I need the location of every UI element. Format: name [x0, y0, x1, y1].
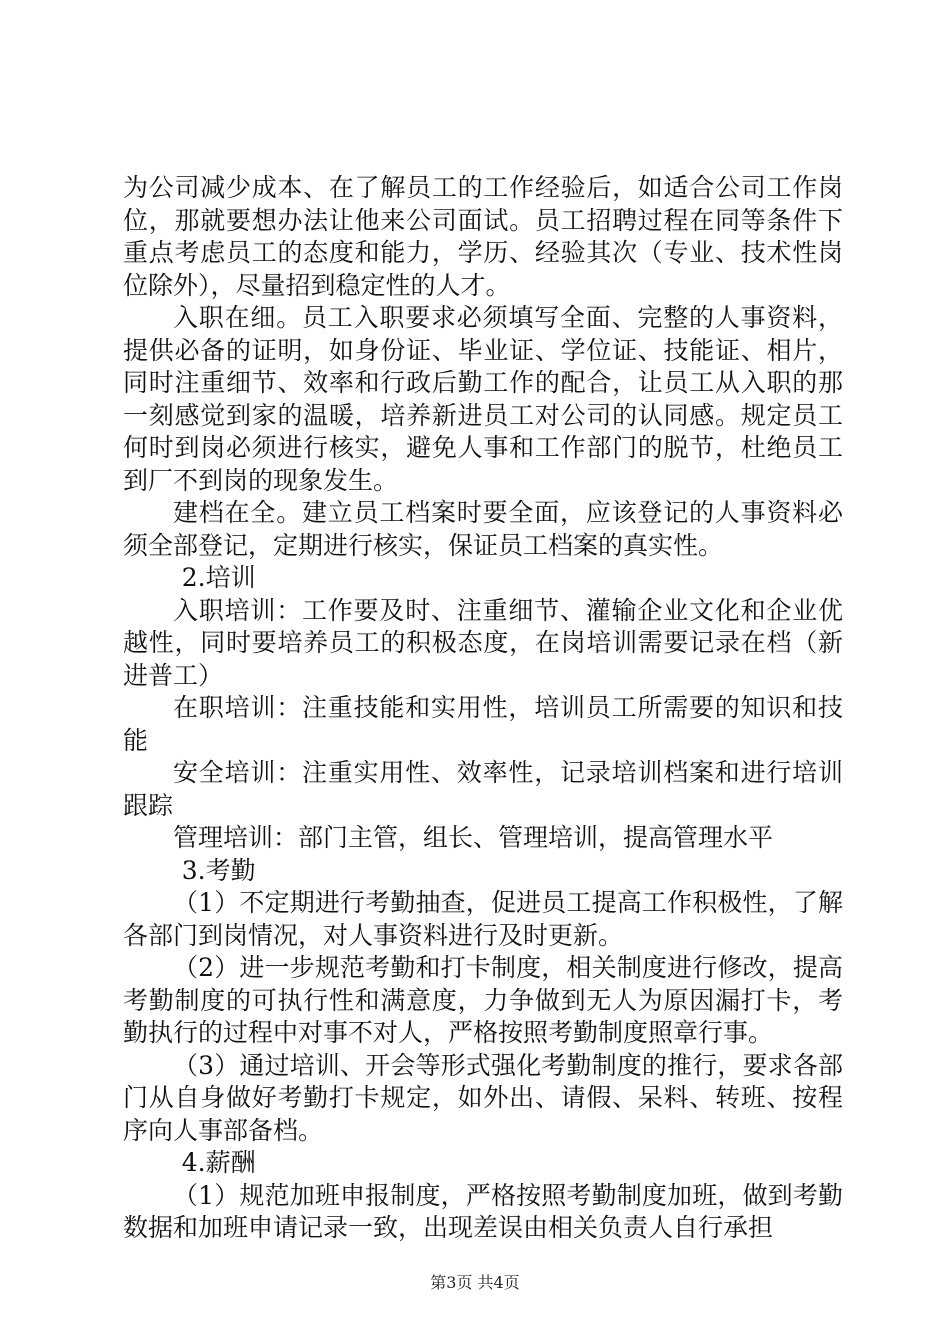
- paragraph-safety-training: 安全培训：注重实用性、效率性，记录培训档案和进行培训跟踪: [123, 758, 843, 820]
- paragraph-management-training: 管理培训：部门主管，组长、管理培训，提高管理水平: [173, 823, 774, 852]
- paragraph-on-job-training: 在职培训：注重技能和实用性，培训员工所需要的知识和技能: [123, 693, 843, 755]
- paragraph-archiving: 建档在全。建立员工档案时要全面，应该登记的人事资料必须全部登记，定期进行核实，保证员工档案的真实性。: [123, 498, 843, 560]
- paragraph-recruitment-continued: 为公司减少成本、在了解员工的工作经验后，如适合公司工作岗位，那就要想办法让他来公司面试。员工招聘过程在同等条件下重点考虑员工的态度和能力，学历、经验其次（专业、技术性岗位除外），尽量招到稳定性的人才。: [123, 173, 843, 300]
- heading-attendance: 3.考勤: [181, 855, 256, 885]
- page-number-footer: 第3页 共4页: [430, 1273, 520, 1292]
- document-body: [123, 172, 843, 1245]
- paragraph-onboarding: 入职在细。员工入职要求必须填写全面、完整的人事资料，提供必备的证明，如身份证、毕业证、学位证、技能证、相片，同时注重细节、效率和行政后勤工作的配合，让员工从入职的那一刻感觉到家的温暖，培养新进员工对公司的认同感。规定员工何时到岗必须进行核实，避免人事和工作部门的脱节，杜绝员工到厂不到岗的现象发生。: [123, 303, 843, 495]
- paragraph-attendance-2: （2）进一步规范考勤和打卡制度，相关制度进行修改，提高考勤制度的可执行性和满意度，力争做到无人为原因漏打卡，考勤执行的过程中对事不对人，严格按照考勤制度照章行事。: [123, 953, 843, 1047]
- heading-training: 2.培训: [181, 563, 256, 592]
- paragraph-attendance-3: （3）通过培训、开会等形式强化考勤制度的推行，要求各部门从自身做好考勤打卡规定，如外出、请假、呆料、转班、按程序向人事部备档。: [123, 1050, 843, 1145]
- paragraph-attendance-1: （1）不定期进行考勤抽查，促进员工提高工作积极性，了解各部门到岗情况，对人事资料进行及时更新。: [123, 888, 843, 950]
- paragraph-salary-1: （1）规范加班申报制度，严格按照考勤制度加班，做到考勤数据和加班申请记录一致，出现差误由相关负责人自行承担: [123, 1180, 843, 1242]
- heading-salary: 4.薪酬: [181, 1148, 256, 1177]
- paragraph-induction-training: 入职培训：工作要及时、注重细节、灌输企业文化和企业优越性，同时要培养员工的积极态度，在岗培训需要记录在档（新进普工）: [123, 595, 843, 690]
